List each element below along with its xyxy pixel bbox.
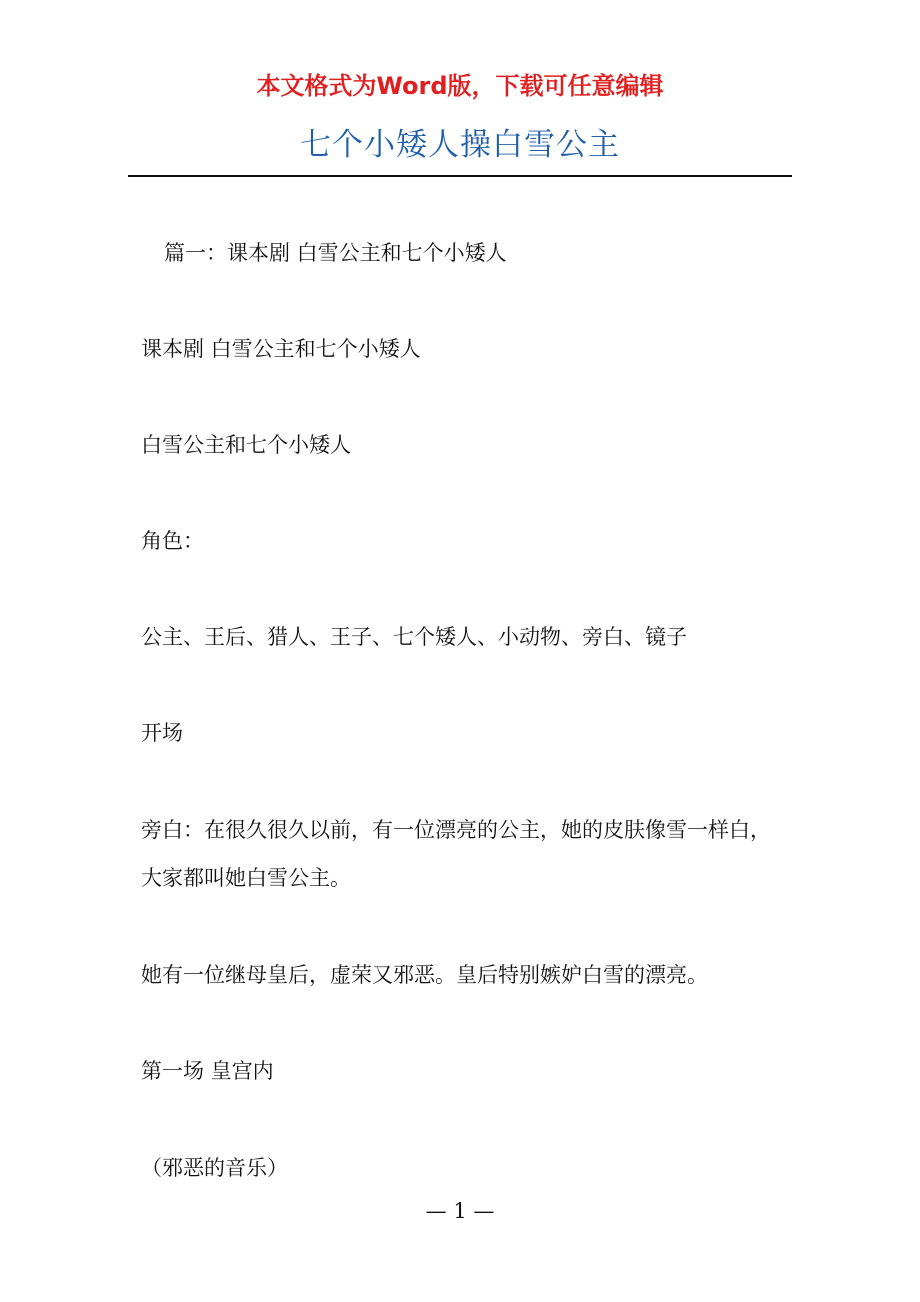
paragraph-line: 角色： (141, 529, 204, 553)
paragraph-line: 她有一位继母皇后，虚荣又邪恶。皇后特别嫉妒白雪的漂亮。 (141, 963, 708, 987)
paragraph-line: 白雪公主和七个小矮人 (141, 433, 351, 457)
paragraph-line: 旁白：在很久很久以前，有一位漂亮的公主，她的皮肤像雪一样白，大家都叫她白雪公主。 (141, 818, 771, 890)
page-number: — 1 — (425, 1199, 495, 1223)
paragraph-line: 篇一：课本剧 白雪公主和七个小矮人 (164, 241, 507, 265)
paragraph-line: 课本剧 白雪公主和七个小矮人 (141, 337, 421, 361)
title-divider (128, 175, 792, 177)
paragraph-line: （邪恶的音乐） (141, 1156, 288, 1180)
format-banner: 本文格式为Word版，下载可任意编辑 (256, 72, 664, 100)
document-title: 七个小矮人操白雪公主 (300, 127, 620, 163)
paragraph-line: 第一场 皇宫内 (141, 1059, 274, 1083)
paragraph-line: 开场 (141, 721, 183, 745)
paragraph-line: 公主、王后、猎人、王子、七个矮人、小动物、旁白、镜子 (141, 625, 687, 649)
